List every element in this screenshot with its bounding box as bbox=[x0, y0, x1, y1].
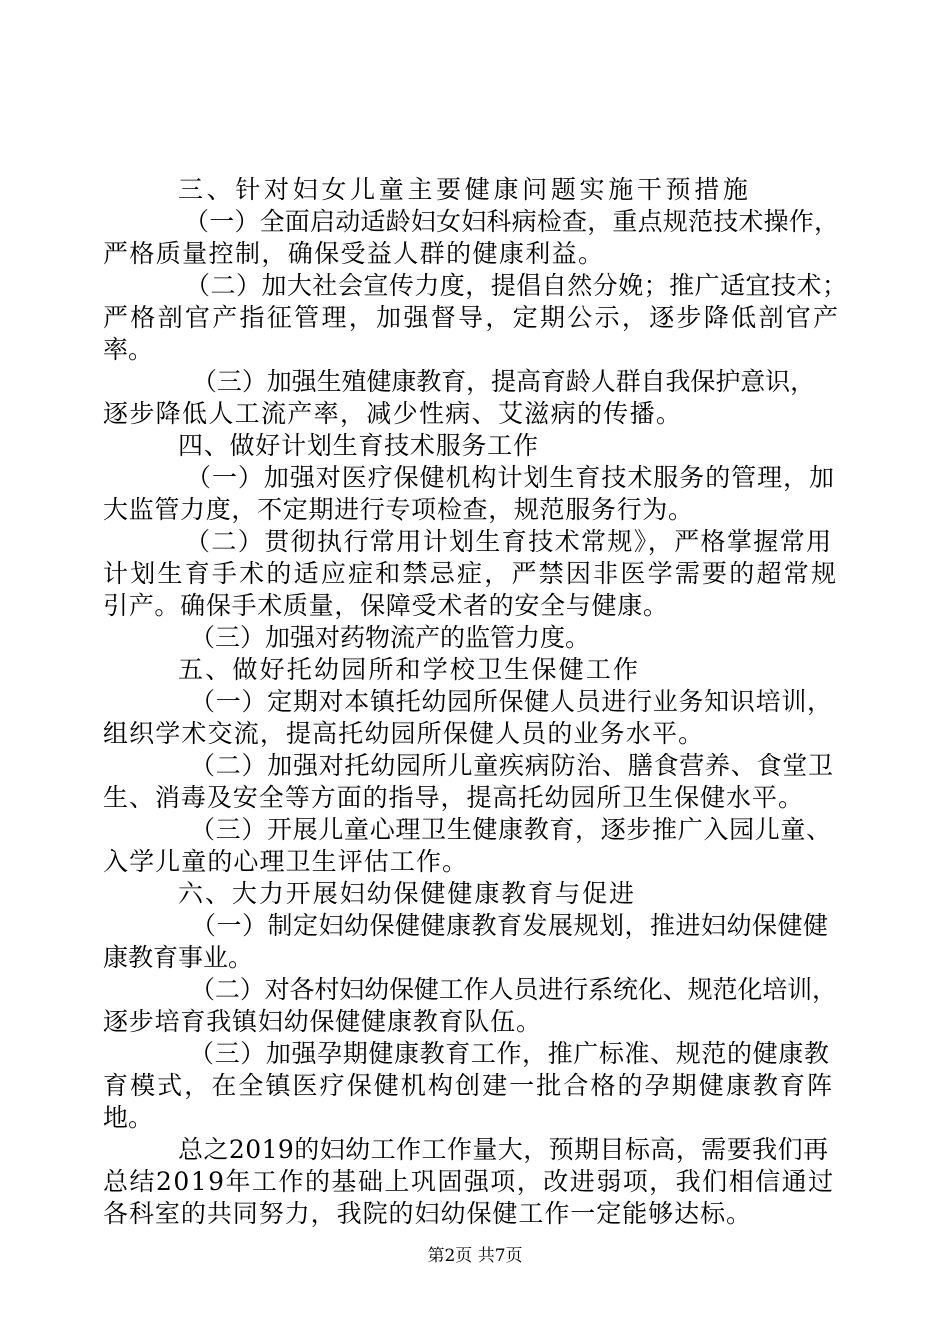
text-line: 率。 bbox=[103, 335, 154, 364]
text-line: 生、消毒及安全等方面的指导，提高托幼园所卫生保健水平。 bbox=[103, 783, 804, 812]
text-line: 入学儿童的心理卫生评估工作。 bbox=[103, 847, 469, 876]
text-line: 组织学术交流，提高托幼园所保健人员的业务水平。 bbox=[103, 719, 705, 748]
text-line: （一）加强对医疗保健机构计划生育技术服务的管理，加 bbox=[186, 463, 836, 492]
text-line: 育模式，在全镇医疗保健机构创建一批合格的孕期健康教育阵 bbox=[103, 1071, 835, 1100]
text-line: 总之2019的妇幼工作工作量大，预期目标高，需要我们再 bbox=[178, 1135, 829, 1164]
text-line: 计划生育手术的适应症和禁忌症，严禁因非医学需要的超常规 bbox=[103, 559, 839, 588]
text-line: 五、做好托幼园所和学校卫生保健工作 bbox=[178, 655, 641, 684]
text-line: （二）加强对托幼园所儿童疾病防治、膳食营养、食堂卫 bbox=[190, 751, 834, 780]
text-line: 大监管力度，不定期进行专项检查，规范服务行为。 bbox=[103, 495, 694, 524]
text-line: （三）开展儿童心理卫生健康教育，逐步推广入园儿童、 bbox=[190, 815, 832, 844]
text-line: （二）加大社会宣传力度，提倡自然分娩；推广适宜技术； bbox=[185, 271, 848, 300]
text-line: 三、针对妇女儿童主要健康问题实施干预措施 bbox=[178, 175, 752, 204]
text-line: 严格剖官产指征管理，加强督导，定期公示，逐步降低剖官产 bbox=[103, 303, 841, 332]
text-line: （三）加强生殖健康教育，提高育龄人群自我保护意识， bbox=[192, 367, 816, 396]
text-line: 六、大力开展妇幼保健健康教育与促进 bbox=[178, 879, 636, 908]
text-line: 康教育事业。 bbox=[103, 943, 254, 972]
text-line: （三）加强孕期健康教育工作，推广标准、规范的健康教 bbox=[189, 1039, 830, 1068]
text-line: 各科室的共同努力，我院的妇幼保健工作一定能够达标。 bbox=[103, 1199, 753, 1228]
text-line: （一）制定妇幼保健健康教育发展规划，推进妇幼保健健 bbox=[191, 911, 829, 940]
page-footer: 第2页 共7页 bbox=[427, 1246, 523, 1266]
text-line: （一）定期对本镇托幼园所保健人员进行业务知识培训， bbox=[190, 687, 833, 716]
text-line: （一）全面启动适龄妇女妇科病检查，重点规范技术操作， bbox=[184, 207, 840, 236]
text-line: 四、做好计划生育技术服务工作 bbox=[178, 431, 539, 460]
text-line: （二）对各村妇幼保健工作人员进行系统化、规范化培训， bbox=[190, 975, 837, 1004]
text-line: （二）贯彻执行常用计划生育技术常规》，严格掌握常用 bbox=[185, 527, 833, 556]
text-line: 逐步降低人工流产率，减少性病、艾滋病的传播。 bbox=[103, 399, 683, 428]
text-line: 引产。确保手术质量，保障受术者的安全与健康。 bbox=[103, 591, 669, 620]
text-line: 逐步培育我镇妇幼保健健康教育队伍。 bbox=[103, 1007, 542, 1036]
text-line: 总结2019年工作的基础上巩固强项，改进弱项，我们相信通过 bbox=[103, 1167, 835, 1196]
text-line: 严格质量控制，确保受益人群的健康利益。 bbox=[103, 239, 605, 268]
text-line: （三）加强对药物流产的监管力度。 bbox=[190, 623, 591, 652]
text-line: 地。 bbox=[103, 1103, 154, 1132]
